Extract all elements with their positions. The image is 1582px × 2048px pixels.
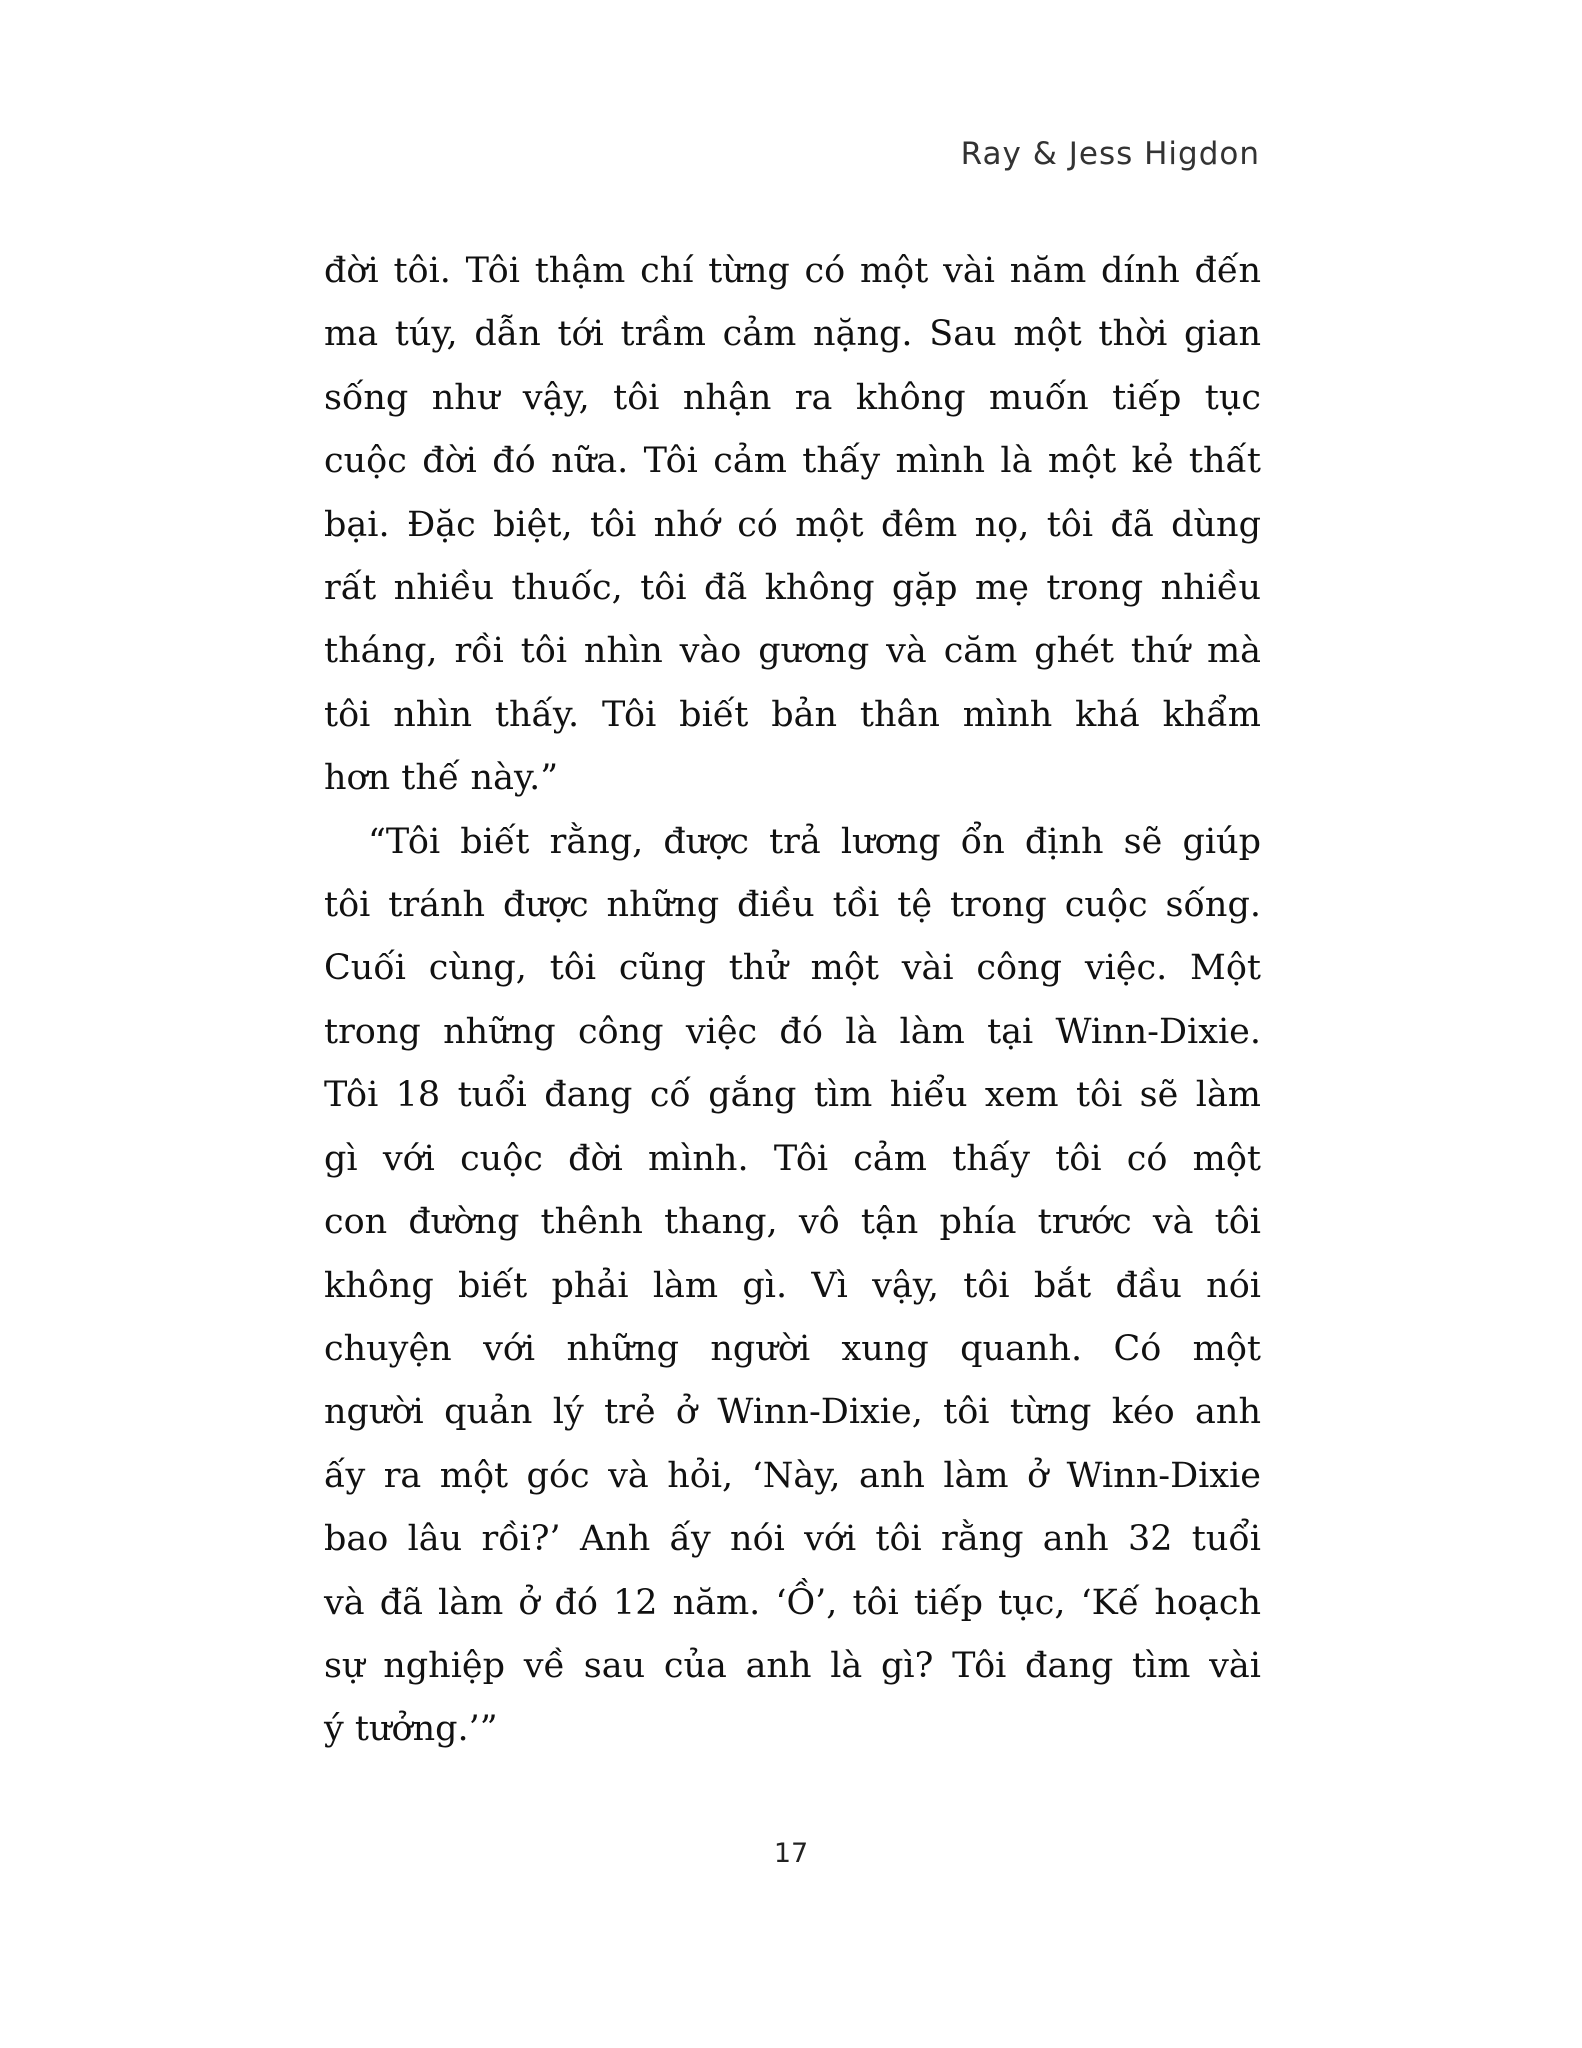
text-line: sự nghiệp về sau của anh là gì? Tôi đang tìm vài — [324, 1645, 1261, 1686]
text-line: rất nhiều thuốc, tôi đã không gặp mẹ trong nhiều — [324, 568, 1261, 609]
text-line: “Tôi biết rằng, được trả lương ổn định sẽ giúp — [368, 821, 1261, 862]
text-line: con đường thênh thang, vô tận phía trước và tôi — [324, 1202, 1261, 1243]
text-line: ý tưởng.’” — [324, 1709, 498, 1750]
text-line: gì với cuộc đời mình. Tôi cảm thấy tôi có một — [324, 1138, 1261, 1179]
text-line: bại. Đặc biệt, tôi nhớ có một đêm nọ, tôi đã dùng — [324, 504, 1261, 545]
text-line: chuyện với những người xung quanh. Có một — [324, 1328, 1261, 1369]
text-line: tôi tránh được những điều tồi tệ trong cuộc sống. — [324, 885, 1261, 926]
text-line: tôi nhìn thấy. Tôi biết bản thân mình khá khẩm — [324, 694, 1261, 735]
text-line: ấy ra một góc và hỏi, ‘Này, anh làm ở Winn-Dixie — [324, 1455, 1261, 1496]
text-line: không biết phải làm gì. Vì vậy, tôi bắt đầu nói — [324, 1265, 1261, 1306]
text-line: Cuối cùng, tôi cũng thử một vài công việc. Một — [324, 948, 1261, 989]
text-line: bao lâu rồi?’ Anh ấy nói với tôi rằng anh 32 tuổi — [324, 1519, 1261, 1560]
paragraph-1 — [324, 240, 1261, 811]
text-line: ma túy, dẫn tới trầm cảm nặng. Sau một thời gian — [324, 314, 1261, 355]
page-number: 17 — [773, 1838, 809, 1869]
paragraph-2 — [324, 811, 1261, 1762]
body-text — [324, 240, 1261, 1762]
text-line: và đã làm ở đó 12 năm. ‘Ồ’, tôi tiếp tục, ‘Kế hoạch — [324, 1582, 1261, 1623]
text-line: người quản lý trẻ ở Winn-Dixie, tôi từng kéo anh — [324, 1392, 1261, 1433]
text-line: trong những công việc đó là làm tại Winn-Dixie. — [324, 1011, 1261, 1052]
text-line: sống như vậy, tôi nhận ra không muốn tiếp tục — [324, 377, 1261, 418]
text-line: đời tôi. Tôi thậm chí từng có một vài năm dính đến — [324, 251, 1261, 291]
running-header: Ray & Jess Higdon — [960, 136, 1260, 172]
text-line: tháng, rồi tôi nhìn vào gương và căm ghét thứ mà — [324, 631, 1261, 672]
text-line: cuộc đời đó nữa. Tôi cảm thấy mình là một kẻ thất — [324, 441, 1261, 482]
text-line: hơn thế này.” — [324, 758, 559, 799]
text-line: Tôi 18 tuổi đang cố gắng tìm hiểu xem tôi sẽ làm — [324, 1075, 1261, 1116]
